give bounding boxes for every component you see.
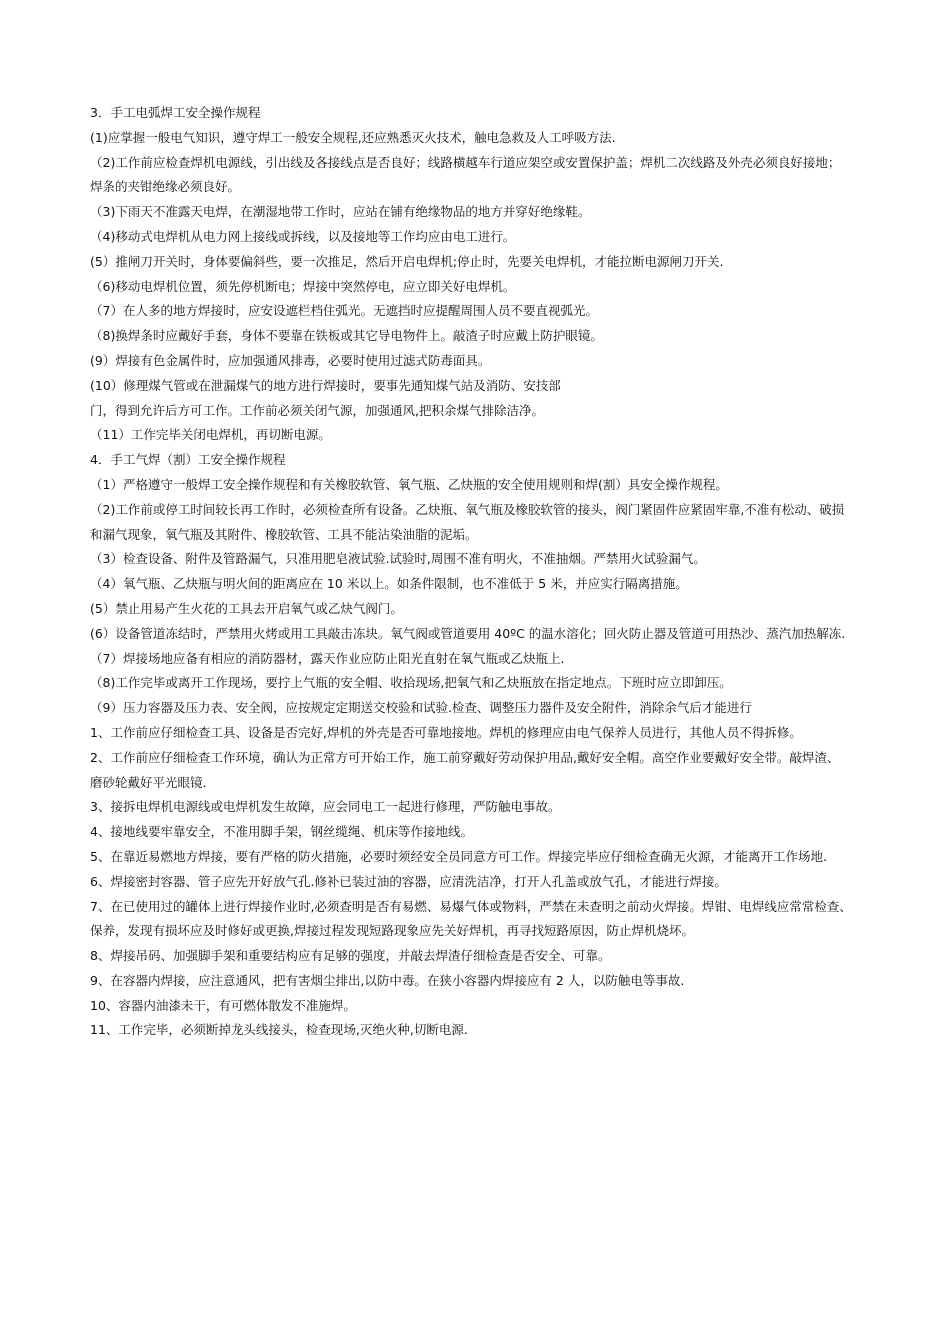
paragraph-line: 5、在靠近易燃地方焊接，要有严格的防火措施，必要时须经安全员同意方可工作。焊接完毕应仔细检查确无火源，才能离开工作场地. bbox=[90, 848, 827, 864]
section-heading-arc-welding: 3．手工电弧焊工安全操作规程 bbox=[90, 105, 261, 120]
paragraph-line: 保养，发现有损坏应及时修好或更换,焊接过程发现短路现象应先关好焊机，再寻找短路原因，防止焊机烧坏。 bbox=[90, 923, 694, 939]
paragraph-line: (6）设备管道冻结时，严禁用火烤或用工具敲击冻块。氧气阀或管道要用 40ºC 的温水溶化；回火防止器及管道可用热沙、蒸汽加热解冻. bbox=[90, 625, 846, 641]
paragraph-line: （2)工作前应检查焊机电源线，引出线及各接线点是否良好；线路横越车行道应架空或安置保护盖；焊机二次线路及外壳必须良好接地； bbox=[90, 154, 841, 170]
paragraph-line: 4、接地线要牢靠安全，不准用脚手架，钢丝缆绳、机床等作接地线。 bbox=[90, 824, 473, 840]
paragraph-line: 2、工作前应仔细检查工作环境，确认为正常方可开始工作，施工前穿戴好劳动保护用品,戴好安全帽。高空作业要戴好安全带。敲焊渣、 bbox=[90, 749, 840, 765]
paragraph-line: 和漏气现象，氧气瓶及其附件、橡胶软管、工具不能沾染油脂的泥垢。 bbox=[90, 526, 478, 542]
paragraph-line: 焊条的夹钳绝缘必须良好。 bbox=[90, 179, 241, 195]
paragraph-line: 1、工作前应仔细检查工具、设备是否完好,焊机的外壳是否可靠地接地。焊机的修理应由电气保养人员进行，其他人员不得拆修。 bbox=[90, 724, 802, 740]
paragraph-line: 10、容器内油漆未干，有可燃体散发不准施焊。 bbox=[90, 997, 356, 1013]
paragraph-line: （1）严格遵守一般焊工安全操作规程和有关橡胶软管、氧气瓶、乙炔瓶的安全使用规则和焊(割）具安全操作规程。 bbox=[90, 476, 728, 492]
paragraph-line: （6)移动电焊机位置，须先停机断电；焊接中突然停电，应立即关好电焊机。 bbox=[90, 278, 516, 294]
paragraph-line: （7）在人多的地方焊接时，应安设遮栏档住弧光。无遮挡时应提醒周围人员不要直视弧光。 bbox=[90, 303, 598, 319]
paragraph-line: （3）检查设备、附件及管路漏气，只准用肥皂液试验.试验时,周围不准有明火，不准抽烟。严禁用火试验漏气。 bbox=[90, 551, 706, 567]
paragraph-line: 9、在容器内焊接，应注意通风，把有害烟尘排出,以防中毒。在狭小容器内焊接应有 2 人，以防触电等事故. bbox=[90, 972, 685, 988]
paragraph-line: （9）压力容器及压力表、安全阀，应按规定定期送交校验和试验.检查、调整压力器件及安全附件，消除余气后才能进行 bbox=[90, 700, 752, 716]
paragraph-line: 8、焊接吊码、加强脚手架和重要结构应有足够的强度，并敲去焊渣仔细检查是否安全、可靠。 bbox=[90, 948, 611, 964]
paragraph-line: （3)下雨天不准露天电焊，在潮湿地带工作时，应站在铺有绝缘物品的地方并穿好绝缘鞋。 bbox=[90, 204, 591, 220]
paragraph-line: 7、在已使用过的罐体上进行焊接作业时,必须查明是否有易燃、易爆气体或物料，严禁在未查明之前动火焊接。焊钳、电焊线应常常检查、 bbox=[90, 898, 852, 914]
paragraph-line: （11）工作完毕关闭电焊机，再切断电源。 bbox=[90, 427, 331, 443]
paragraph-line: (5）推闸刀开关时，身体要偏斜些，要一次推足，然后开启电焊机;停止时，先要关电焊机，才能拉断电源闸刀开关. bbox=[90, 253, 724, 269]
paragraph-line: 3、接拆电焊机电源线或电焊机发生故障，应会同电工一起进行修理，严防触电事故。 bbox=[90, 799, 561, 815]
paragraph-line: (10）修理煤气管或在泄漏煤气的地方进行焊接时，要事先通知煤气站及消防、安技部 bbox=[90, 377, 561, 393]
paragraph-line: （4）氧气瓶、乙炔瓶与明火间的距离应在 10 米以上。如条件限制，也不准低于 5 米，并应实行隔离措施。 bbox=[90, 576, 688, 592]
paragraph-line: （2)工作前或停工时间较长再工作时，必须检查所有设备。乙炔瓶、氧气瓶及橡胶软管的接头，阀门紧固件应紧固牢靠,不准有松动、破损 bbox=[90, 501, 845, 517]
paragraph-line: 6、焊接密封容器、管子应先开好放气孔.修补已装过油的容器，应清洗洁净，打开人孔盖或放气孔，才能进行焊接。 bbox=[90, 873, 727, 889]
paragraph-line: 门，得到允许后方可工作。工作前必须关闭气源，加强通风,把积余煤气排除洁净。 bbox=[90, 402, 544, 418]
paragraph-line: （8)工作完毕或离开工作现场，要拧上气瓶的安全帽、收拾现场,把氧气和乙炔瓶放在指定地点。下班时应立即卸压。 bbox=[90, 675, 732, 691]
paragraph-line: (9）焊接有色金属件时，应加强通风排毒，必要时使用过滤式防毒面具。 bbox=[90, 352, 491, 368]
paragraph-line: (5）禁止用易产生火花的工具去开启氧气或乙炔气阀门。 bbox=[90, 600, 403, 616]
paragraph-line: （4)移动式电焊机从电力网上接线或拆线，以及接地等工作均应由电工进行。 bbox=[90, 228, 516, 244]
section-heading-gas-welding: 4．手工气焊（割）工安全操作规程 bbox=[90, 452, 286, 468]
paragraph-line: (1)应掌握一般电气知识，遵守焊工一般安全规程,还应熟悉灭火技术，触电急救及人工呼吸方法. bbox=[90, 129, 616, 145]
paragraph-line: （7）焊接场地应备有相应的消防器材，露天作业应防止阳光直射在氧气瓶或乙炔瓶上. bbox=[90, 650, 565, 666]
paragraph-line: 11、工作完毕，必须断掉龙头线接头，检查现场,灭绝火种,切断电源. bbox=[90, 1022, 468, 1038]
paragraph-line: （8)换焊条时应戴好手套，身体不要靠在铁板或其它导电物件上。敲渣子时应戴上防护眼镜。 bbox=[90, 328, 603, 344]
paragraph-line: 磨砂轮戴好平光眼镜. bbox=[90, 774, 207, 790]
document-body bbox=[90, 101, 870, 1043]
